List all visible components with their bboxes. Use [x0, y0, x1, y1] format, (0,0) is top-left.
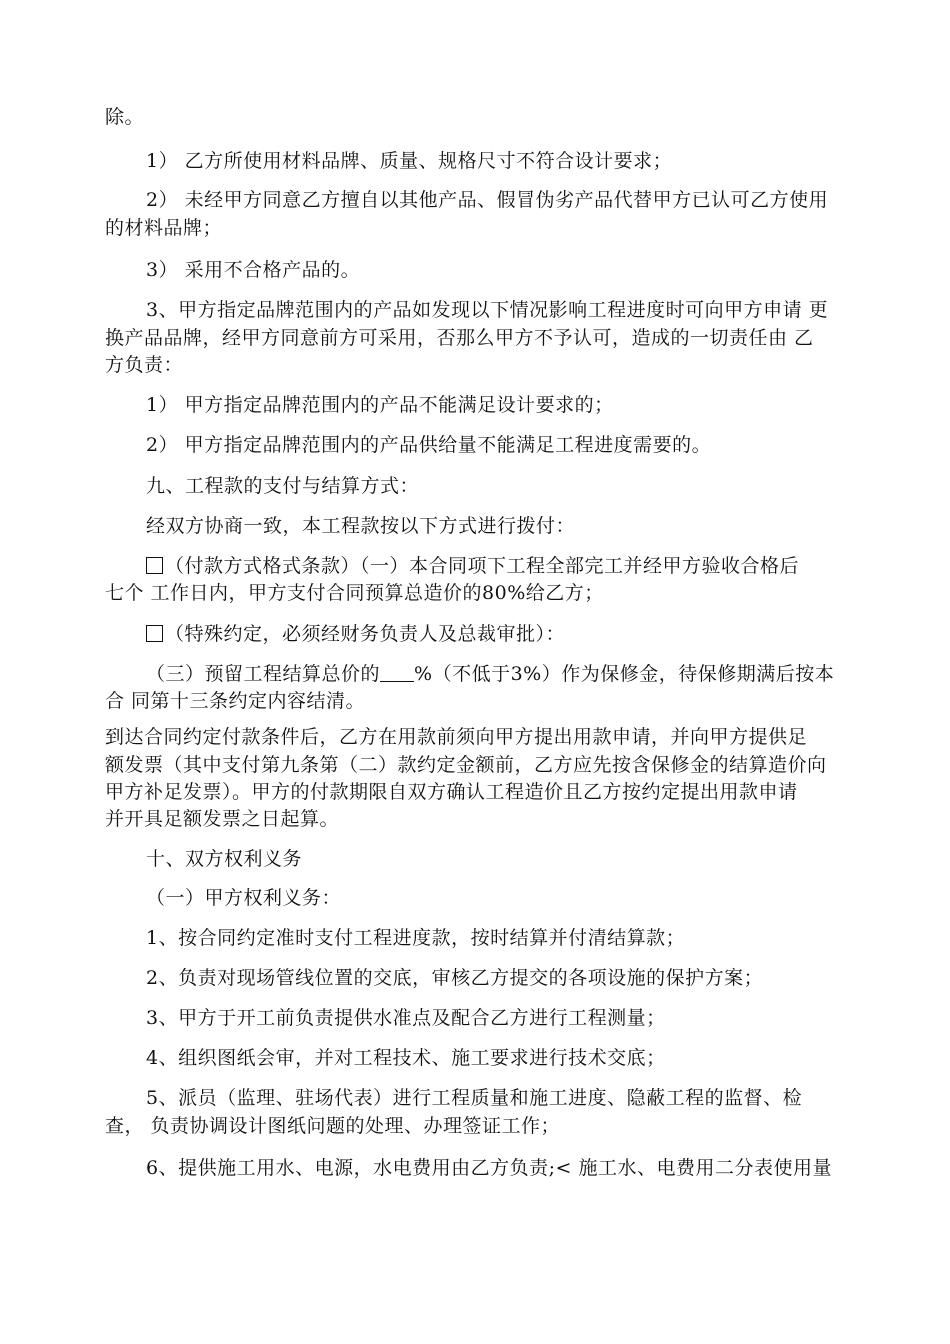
text-span: （特殊约定，必须经财务负责人及总裁审批）：	[165, 623, 566, 645]
text-line: 5、派员（监理、驻场代表）进行工程质量和施工进度、隐蔽工程的监督、检	[146, 1087, 803, 1109]
text-line: 1） 乙方所使用材料品牌、质量、规格尺寸不符合设计要求；	[146, 150, 673, 172]
text-line: 的材料品牌；	[105, 217, 223, 239]
text-line: 经双方协商一致，本工程款按以下方式进行拨付：	[146, 515, 576, 537]
text-line: 4、组织图纸会审，并对工程技术、施工要求进行技术交底；	[146, 1047, 666, 1069]
text-line: 3、甲方于开工前负责提供水准点及配合乙方进行工程测量；	[146, 1007, 666, 1029]
text-span: （三）预留工程结算总价的	[146, 663, 381, 685]
checkbox-icon[interactable]	[146, 557, 163, 574]
sub-heading: （一）甲方权利义务：	[146, 887, 342, 909]
text-line: 1） 甲方指定品牌范围内的产品不能满足设计要求的；	[146, 394, 614, 416]
text-line: 查， 负责协调设计图纸问题的处理、办理签证工作；	[105, 1115, 561, 1137]
text-line: 甲方补足发票）。甲方的付款期限自双方确认工程造价且乙方按约定提出用款申请	[105, 781, 798, 803]
text-line: 到达合同约定付款条件后，乙方在用款前须向甲方提出用款申请，并向甲方提供足	[105, 726, 808, 748]
text-line: 额发票（其中支付第九条第（二）款约定金额前，乙方应先按含保修金的结算造价向	[105, 754, 827, 776]
checkbox-icon[interactable]	[146, 625, 163, 642]
text-line: 除。	[105, 106, 145, 128]
retention-line	[146, 661, 834, 687]
section-heading: 十、双方权利义务	[146, 848, 303, 870]
section-heading: 九、工程款的支付与结算方式：	[146, 475, 420, 497]
text-line: 6、提供施工用水、电源，水电费用由乙方负责;< 施工水、电费用二分表使用量	[146, 1157, 832, 1179]
text-line: 并开具足额发票之日起算。	[105, 808, 340, 830]
special-terms-line	[146, 621, 565, 647]
text-line: 2） 甲方指定品牌范围内的产品供给量不能满足工程进度需要的。	[146, 434, 712, 456]
text-line: 1、按合同约定准时支付工程进度款，按时结算并付清结算款；	[146, 927, 686, 949]
text-line: 2） 未经甲方同意乙方擅自以其他产品、假冒伪劣产品代替甲方已认可乙方使用	[146, 189, 829, 211]
text-line: 方负责：	[105, 354, 184, 376]
text-span: （付款方式格式条款）（一）本合同项下工程全部完工并经甲方验收合格后	[165, 555, 800, 577]
fill-in-blank[interactable]	[380, 663, 414, 682]
text-line: 2、负责对现场管线位置的交底，审核乙方提交的各项设施的保护方案；	[146, 967, 764, 989]
text-line: 3） 采用不合格产品的。	[146, 259, 361, 281]
text-line: 合 同第十三条约定内容结清。	[105, 690, 366, 712]
payment-option-line	[146, 553, 799, 579]
text-line: 换产品品牌，经甲方同意前方可采用，否那么甲方不予认可，造成的一切责任由 乙	[105, 327, 814, 349]
text-line: 3、甲方指定品牌范围内的产品如发现以下情况影响工程进度时可向甲方申请 更	[146, 299, 829, 321]
text-line: 七个 工作日内，甲方支付合同预算总造价的80%给乙方；	[105, 582, 604, 604]
text-span: %（不低于3%）作为保修金，待保修期满后按本	[414, 663, 835, 685]
